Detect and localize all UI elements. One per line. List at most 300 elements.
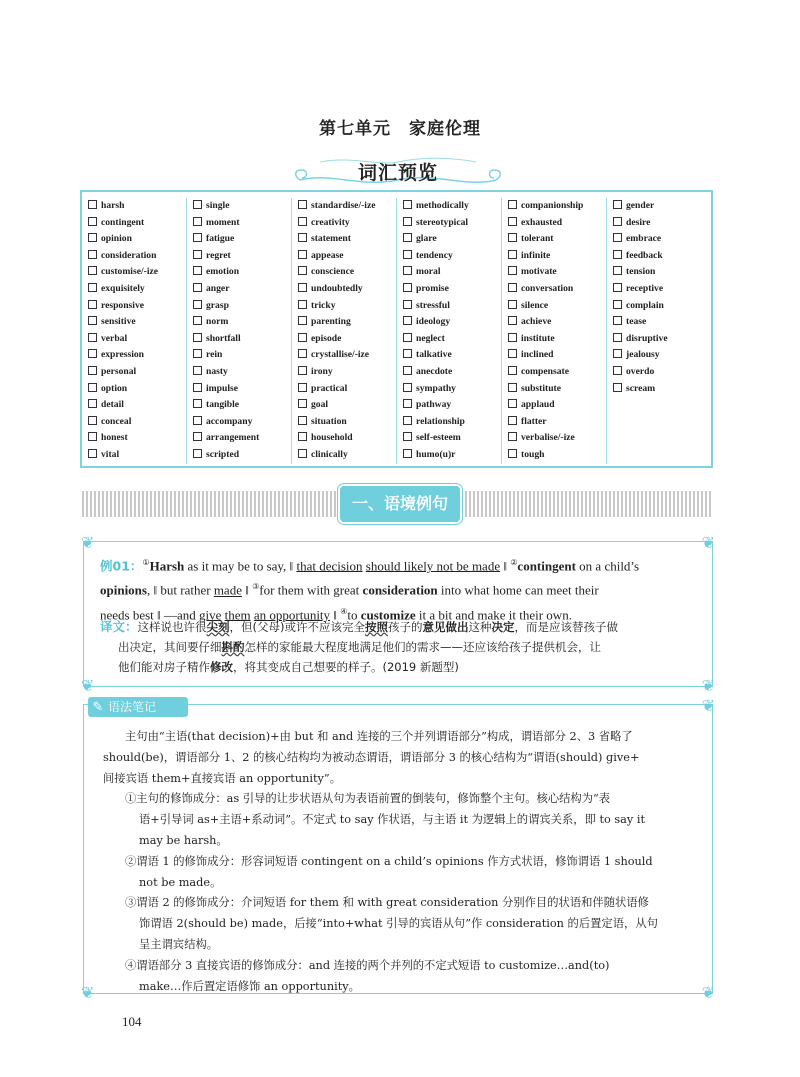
- checkbox-icon: [193, 233, 202, 242]
- vocab-word: arrangement: [206, 432, 260, 444]
- checkbox-icon: [88, 399, 97, 408]
- vocab-item: [298, 248, 396, 265]
- vocab-word: sensitive: [101, 316, 136, 328]
- checkbox-icon: [403, 349, 412, 358]
- vocab-item: [403, 314, 501, 331]
- checkbox-icon: [508, 266, 517, 275]
- vocab-item: [508, 231, 606, 248]
- vocab-item: [613, 215, 711, 232]
- vocab-word: harsh: [101, 200, 125, 211]
- vocab-item: [88, 215, 186, 232]
- vocab-word: contingent: [101, 216, 145, 228]
- checkbox-icon: [508, 316, 517, 325]
- vocab-item: [88, 264, 186, 281]
- example-sentence: [100, 552, 705, 625]
- checkbox-icon: [298, 416, 307, 425]
- vocab-item: [193, 215, 291, 232]
- checkbox-icon: [508, 383, 517, 392]
- checkbox-icon: [613, 283, 622, 292]
- vocab-item: [193, 298, 291, 315]
- clause-number: ④: [340, 606, 348, 616]
- text: for them with great: [259, 582, 363, 598]
- text: 孩子的: [388, 620, 423, 634]
- grammar-line: not be made。: [139, 875, 222, 889]
- vocab-item: [193, 198, 291, 215]
- keyword: consideration: [362, 582, 438, 598]
- vocab-word: appease: [311, 249, 344, 261]
- vocab-item: [88, 364, 186, 381]
- text: 这样说也许很: [137, 620, 207, 634]
- vocab-item: [298, 331, 396, 348]
- clause-number: ②: [510, 558, 518, 567]
- grammar-line: may be harsh。: [139, 833, 228, 847]
- vocab-item: [508, 447, 606, 464]
- vocab-item: [193, 381, 291, 398]
- checkbox-icon: [193, 283, 202, 292]
- vocab-item: [298, 314, 396, 331]
- vocab-item: [508, 430, 606, 447]
- vocab-word: tension: [626, 266, 656, 278]
- vocab-word: conversation: [521, 282, 574, 294]
- vocab-item: [298, 414, 396, 431]
- underlined-object: an opportunity: [253, 606, 331, 622]
- vocab-item: [508, 381, 606, 398]
- vocab-item: [508, 281, 606, 298]
- vocab-word: gender: [626, 200, 655, 211]
- vocab-word: verbalise/-ize: [521, 432, 575, 444]
- vocab-column: [82, 198, 187, 464]
- grammar-item: ②谓语 1 的修饰成分：形容词短语 contingent on a child’s opinions 作方式状语，修饰谓语 1 should: [125, 854, 653, 868]
- vocab-word: expression: [101, 349, 144, 361]
- vocab-item: [88, 447, 186, 464]
- checkbox-icon: [403, 233, 412, 242]
- vocab-word: achieve: [521, 316, 552, 328]
- vocab-box: [80, 190, 713, 468]
- checkbox-icon: [193, 300, 202, 309]
- grammar-tag: [88, 697, 188, 717]
- vocab-item: [613, 264, 711, 281]
- checkbox-icon: [613, 266, 622, 275]
- checkbox-icon: [193, 250, 202, 259]
- underlined-predicate: give: [198, 606, 222, 622]
- vocab-item: [508, 248, 606, 265]
- checkbox-icon: [403, 449, 412, 458]
- vocab-item: [403, 397, 501, 414]
- vocab-word: clinically: [311, 448, 348, 460]
- vocab-item: [403, 414, 501, 431]
- vocab-word: option: [101, 382, 128, 394]
- vocab-word: emotion: [206, 266, 240, 278]
- vocab-word: personal: [101, 365, 137, 377]
- vocab-word: pathway: [416, 399, 452, 411]
- vocab-item: [613, 248, 711, 265]
- example-label: 例01：: [100, 558, 143, 574]
- checkbox-icon: [508, 200, 517, 209]
- vocab-word: regret: [206, 249, 231, 261]
- checkbox-icon: [508, 250, 517, 259]
- checkbox-icon: [298, 250, 307, 259]
- checkbox-icon: [298, 266, 307, 275]
- checkbox-icon: [508, 449, 517, 458]
- vocab-item: [508, 298, 606, 315]
- vocab-word: tease: [626, 316, 647, 328]
- vocab-item: [298, 364, 396, 381]
- corner-ornament-icon: ❦: [701, 983, 715, 1002]
- example-line-1: [100, 552, 705, 576]
- vocab-item: [298, 231, 396, 248]
- checkbox-icon: [193, 333, 202, 342]
- underlined-predicate: made: [213, 582, 242, 598]
- vocab-item: [403, 347, 501, 364]
- vocab-item: [613, 347, 711, 364]
- vocab-word: feedback: [626, 249, 663, 261]
- checkbox-icon: [403, 399, 412, 408]
- vocab-word: verbal: [101, 332, 128, 344]
- grammar-line: 语+引导词 as+主语+系动词”。不定式 to say 作状语，与主语 it 为逻辑上的谓宾关系，即 to say it: [139, 813, 646, 827]
- text: 这种: [468, 620, 492, 634]
- text: 怎样的家能最大程度地满足他们的需求——还应该给孩子提供机会，让: [244, 640, 601, 654]
- checkbox-icon: [403, 333, 412, 342]
- checkbox-icon: [88, 217, 97, 226]
- text: 出决定，其间要仔细: [118, 640, 222, 654]
- vocab-item: [508, 331, 606, 348]
- section-title: 一、语境例句: [340, 486, 460, 522]
- checkbox-icon: [613, 300, 622, 309]
- vocab-word: humo(u)r: [416, 448, 456, 460]
- section-stripe-right: [461, 491, 713, 517]
- text: as it may be to say, ‖: [184, 558, 297, 574]
- vocab-word: crystallise/-ize: [311, 349, 370, 361]
- vocab-item: [403, 215, 501, 232]
- vocab-column: [502, 198, 607, 464]
- vocab-word: moral: [416, 266, 441, 278]
- vocab-item: [508, 414, 606, 431]
- vocab-item: [403, 430, 501, 447]
- keyword-translation: 按照: [365, 620, 388, 634]
- checkbox-icon: [88, 233, 97, 242]
- checkbox-icon: [298, 283, 307, 292]
- vocab-word: exquisitely: [101, 282, 145, 294]
- grammar-item: ③谓语 2 的修饰成分：介词短语 for them 和 with great consideration 分别作目的状语和伴随状语修: [125, 896, 649, 910]
- vocab-item: [193, 397, 291, 414]
- example-line-2: [100, 576, 705, 600]
- vocab-word: opinion: [101, 233, 132, 245]
- keyword-translation: 意见做出: [422, 620, 469, 634]
- vocab-item: [298, 215, 396, 232]
- vocab-item: [298, 347, 396, 364]
- grammar-item: ①主句的修饰成分：as 引导的让步状语从句为表语前置的倒装句，修饰整个主句。核心结构为“表: [125, 792, 611, 806]
- checkbox-icon: [193, 449, 202, 458]
- unit-title: 第七单元 家庭伦理: [319, 119, 481, 139]
- grammar-line: 间接宾语 them+直接宾语 an opportunity”。: [103, 771, 342, 785]
- checkbox-icon: [193, 200, 202, 209]
- vocab-word: exhausted: [521, 216, 563, 228]
- vocab-item: [88, 281, 186, 298]
- grammar-notes: [103, 727, 708, 997]
- vocab-word: fatigue: [206, 233, 235, 245]
- vocab-word: motivate: [521, 266, 557, 278]
- text: needs best ‖ —and: [100, 606, 199, 622]
- checkbox-icon: [613, 366, 622, 375]
- vocab-item: [193, 414, 291, 431]
- checkbox-icon: [88, 449, 97, 458]
- checkbox-icon: [88, 266, 97, 275]
- vocab-item: [508, 215, 606, 232]
- vocab-word: shortfall: [206, 332, 241, 344]
- checkbox-icon: [298, 383, 307, 392]
- checkbox-icon: [298, 217, 307, 226]
- vocab-word: standardise/-ize: [311, 200, 376, 211]
- keyword-translation: 修改: [210, 660, 233, 674]
- vocab-word: conscience: [311, 266, 355, 278]
- clause-number: ③: [252, 582, 260, 592]
- vocab-word: institute: [521, 332, 555, 344]
- checkbox-icon: [193, 432, 202, 441]
- checkbox-icon: [88, 333, 97, 342]
- checkbox-icon: [613, 250, 622, 259]
- checkbox-icon: [88, 300, 97, 309]
- keyword: Harsh: [149, 558, 185, 574]
- vocab-word: substitute: [521, 382, 561, 394]
- vocab-word: conceal: [101, 415, 132, 427]
- vocab-word: goal: [311, 399, 329, 411]
- vocab-word: tough: [521, 448, 545, 460]
- grammar-line: 主句由“主语(that decision)+由 but 和 and 连接的三个并列谓语部分”构成，谓语部分 2、3 省略了: [125, 730, 633, 743]
- vocab-word: parenting: [311, 316, 351, 328]
- vocab-column: [292, 198, 397, 464]
- vocab-item: [193, 314, 291, 331]
- checkbox-icon: [613, 349, 622, 358]
- vocab-item: [298, 381, 396, 398]
- vocab-word: inclined: [521, 349, 554, 361]
- checkbox-icon: [403, 200, 412, 209]
- checkbox-icon: [508, 432, 517, 441]
- vocab-item: [403, 381, 501, 398]
- vocab-item: [298, 264, 396, 281]
- checkbox-icon: [193, 316, 202, 325]
- vocab-word: tolerant: [521, 233, 554, 245]
- text: ‖: [241, 582, 253, 598]
- checkbox-icon: [298, 300, 307, 309]
- pen-icon: ✎: [92, 700, 104, 715]
- translation: [100, 617, 710, 677]
- vocab-word: promise: [416, 282, 449, 294]
- clause-number: ①: [142, 558, 150, 567]
- underlined-subject: that decision: [296, 558, 363, 574]
- vocab-item: [403, 364, 501, 381]
- vocab-word: detail: [101, 399, 124, 411]
- vocab-item: [613, 331, 711, 348]
- vocab-word: creativity: [311, 216, 350, 228]
- section-stripe-left: [82, 491, 347, 517]
- checkbox-icon: [403, 266, 412, 275]
- corner-ornament-icon: ❦: [81, 676, 95, 695]
- checkbox-icon: [298, 200, 307, 209]
- vocab-item: [403, 231, 501, 248]
- checkbox-icon: [403, 316, 412, 325]
- underlined-object: them: [224, 606, 251, 622]
- vocab-item: [193, 231, 291, 248]
- vocab-word: stressful: [416, 299, 450, 311]
- vocab-word: companionship: [521, 200, 584, 211]
- vocab-item: [193, 364, 291, 381]
- vocab-word: silence: [521, 299, 549, 311]
- vocab-item: [88, 347, 186, 364]
- vocab-item: [613, 231, 711, 248]
- vocab-item: [88, 331, 186, 348]
- checkbox-icon: [88, 416, 97, 425]
- vocab-item: [298, 447, 396, 464]
- vocab-item: [403, 331, 501, 348]
- vocab-word: neglect: [416, 332, 445, 344]
- checkbox-icon: [298, 233, 307, 242]
- checkbox-icon: [403, 250, 412, 259]
- page-number: 104: [122, 1014, 142, 1029]
- checkbox-icon: [613, 217, 622, 226]
- checkbox-icon: [193, 349, 202, 358]
- checkbox-icon: [298, 316, 307, 325]
- vocab-item: [88, 314, 186, 331]
- checkbox-icon: [508, 399, 517, 408]
- vocab-word: responsive: [101, 299, 144, 311]
- checkbox-icon: [613, 233, 622, 242]
- vocab-word: nasty: [206, 365, 228, 377]
- checkbox-icon: [403, 416, 412, 425]
- vocab-item: [88, 298, 186, 315]
- vocab-item: [613, 298, 711, 315]
- vocab-word: desire: [626, 216, 651, 228]
- text: ，但(父母)或许不应该完全: [229, 620, 365, 634]
- keyword: contingent: [517, 558, 576, 574]
- checkbox-icon: [508, 233, 517, 242]
- translation-label: 译文：: [100, 619, 138, 634]
- vocab-word: accompany: [206, 415, 253, 427]
- grammar-line: 呈主谓宾结构。: [139, 937, 219, 951]
- vocab-item: [88, 248, 186, 265]
- checkbox-icon: [298, 366, 307, 375]
- vocab-word: household: [311, 432, 353, 444]
- checkbox-icon: [193, 399, 202, 408]
- vocab-word: impulse: [206, 382, 238, 394]
- checkbox-icon: [613, 383, 622, 392]
- vocab-word: complain: [626, 299, 664, 311]
- underlined-predicate: should likely not be made: [365, 558, 501, 574]
- vocab-item: [193, 430, 291, 447]
- vocab-item: [88, 231, 186, 248]
- vocab-word: consideration: [101, 249, 157, 261]
- translation-line-3: [100, 657, 710, 677]
- vocab-item: [613, 198, 711, 215]
- vocab-word: rein: [206, 349, 223, 361]
- checkbox-icon: [508, 217, 517, 226]
- vocab-item: [88, 198, 186, 215]
- vocab-item: [508, 347, 606, 364]
- vocab-column: [187, 198, 292, 464]
- vocab-item: [403, 264, 501, 281]
- checkbox-icon: [403, 217, 412, 226]
- checkbox-icon: [193, 366, 202, 375]
- vocab-word: glare: [416, 233, 437, 245]
- keyword: customize: [360, 606, 416, 622]
- vocab-item: [298, 198, 396, 215]
- checkbox-icon: [88, 432, 97, 441]
- vocab-word: tricky: [311, 299, 336, 311]
- vocab-word: relationship: [416, 415, 465, 427]
- vocab-item: [88, 397, 186, 414]
- vocab-item: [403, 248, 501, 265]
- checkbox-icon: [193, 416, 202, 425]
- vocab-word: self-esteem: [416, 432, 461, 444]
- vocab-word: vital: [101, 448, 120, 460]
- vocab-item: [403, 447, 501, 464]
- keyword-translation: 决定: [491, 620, 515, 634]
- vocab-word: stereotypical: [416, 216, 469, 228]
- checkbox-icon: [508, 283, 517, 292]
- checkbox-icon: [403, 300, 412, 309]
- corner-ornament-icon: ❦: [701, 676, 715, 695]
- corner-ornament-icon: ❦: [81, 983, 95, 1002]
- text: ，将其变成自己想要的样子。(2019 新题型): [233, 660, 459, 674]
- vocab-word: flatter: [521, 415, 547, 427]
- vocab-word: tangible: [206, 399, 240, 411]
- vocab-word: irony: [311, 365, 333, 377]
- vocab-item: [298, 430, 396, 447]
- checkbox-icon: [298, 432, 307, 441]
- vocab-word: episode: [311, 332, 342, 344]
- checkbox-icon: [88, 283, 97, 292]
- vocab-item: [88, 414, 186, 431]
- vocab-word: jealousy: [626, 349, 660, 361]
- checkbox-icon: [403, 366, 412, 375]
- vocab-item: [613, 364, 711, 381]
- checkbox-icon: [298, 333, 307, 342]
- vocab-word: compensate: [521, 365, 569, 377]
- vocab-grid: [82, 198, 711, 464]
- vocab-column: [607, 198, 711, 464]
- vocab-column: [397, 198, 502, 464]
- corner-ornament-icon: ❦: [701, 533, 715, 552]
- checkbox-icon: [508, 366, 517, 375]
- vocab-item: [193, 281, 291, 298]
- vocab-item: [508, 397, 606, 414]
- vocab-word: honest: [101, 432, 128, 444]
- vocab-word: norm: [206, 316, 229, 328]
- grammar-line: should(be)，谓语部分 1、2 的核心结构均为被动态谓语，谓语部分 3 的核心结构为“谓语(should) give+: [103, 750, 640, 764]
- text: it a bit and make it their own.: [415, 606, 572, 622]
- checkbox-icon: [508, 349, 517, 358]
- vocab-item: [613, 381, 711, 398]
- vocab-word: receptive: [626, 282, 664, 294]
- checkbox-icon: [613, 200, 622, 209]
- checkbox-icon: [88, 383, 97, 392]
- checkbox-icon: [193, 266, 202, 275]
- translation-line-1: [100, 617, 710, 637]
- vocab-item: [193, 447, 291, 464]
- text: , ‖ but rather: [146, 582, 214, 598]
- vocab-item: [298, 397, 396, 414]
- vocab-word: methodically: [416, 200, 469, 211]
- checkbox-icon: [403, 432, 412, 441]
- vocab-word: disruptive: [626, 332, 668, 344]
- vocab-heading-ornament: [290, 150, 506, 194]
- text: ‖: [330, 606, 341, 622]
- vocab-word: talkative: [416, 349, 452, 361]
- vocab-word: anger: [206, 282, 230, 294]
- vocab-word: tendency: [416, 249, 453, 261]
- corner-ornament-icon: ❦: [701, 696, 715, 715]
- vocab-word: situation: [311, 415, 347, 427]
- corner-ornament-icon: ❦: [81, 533, 95, 552]
